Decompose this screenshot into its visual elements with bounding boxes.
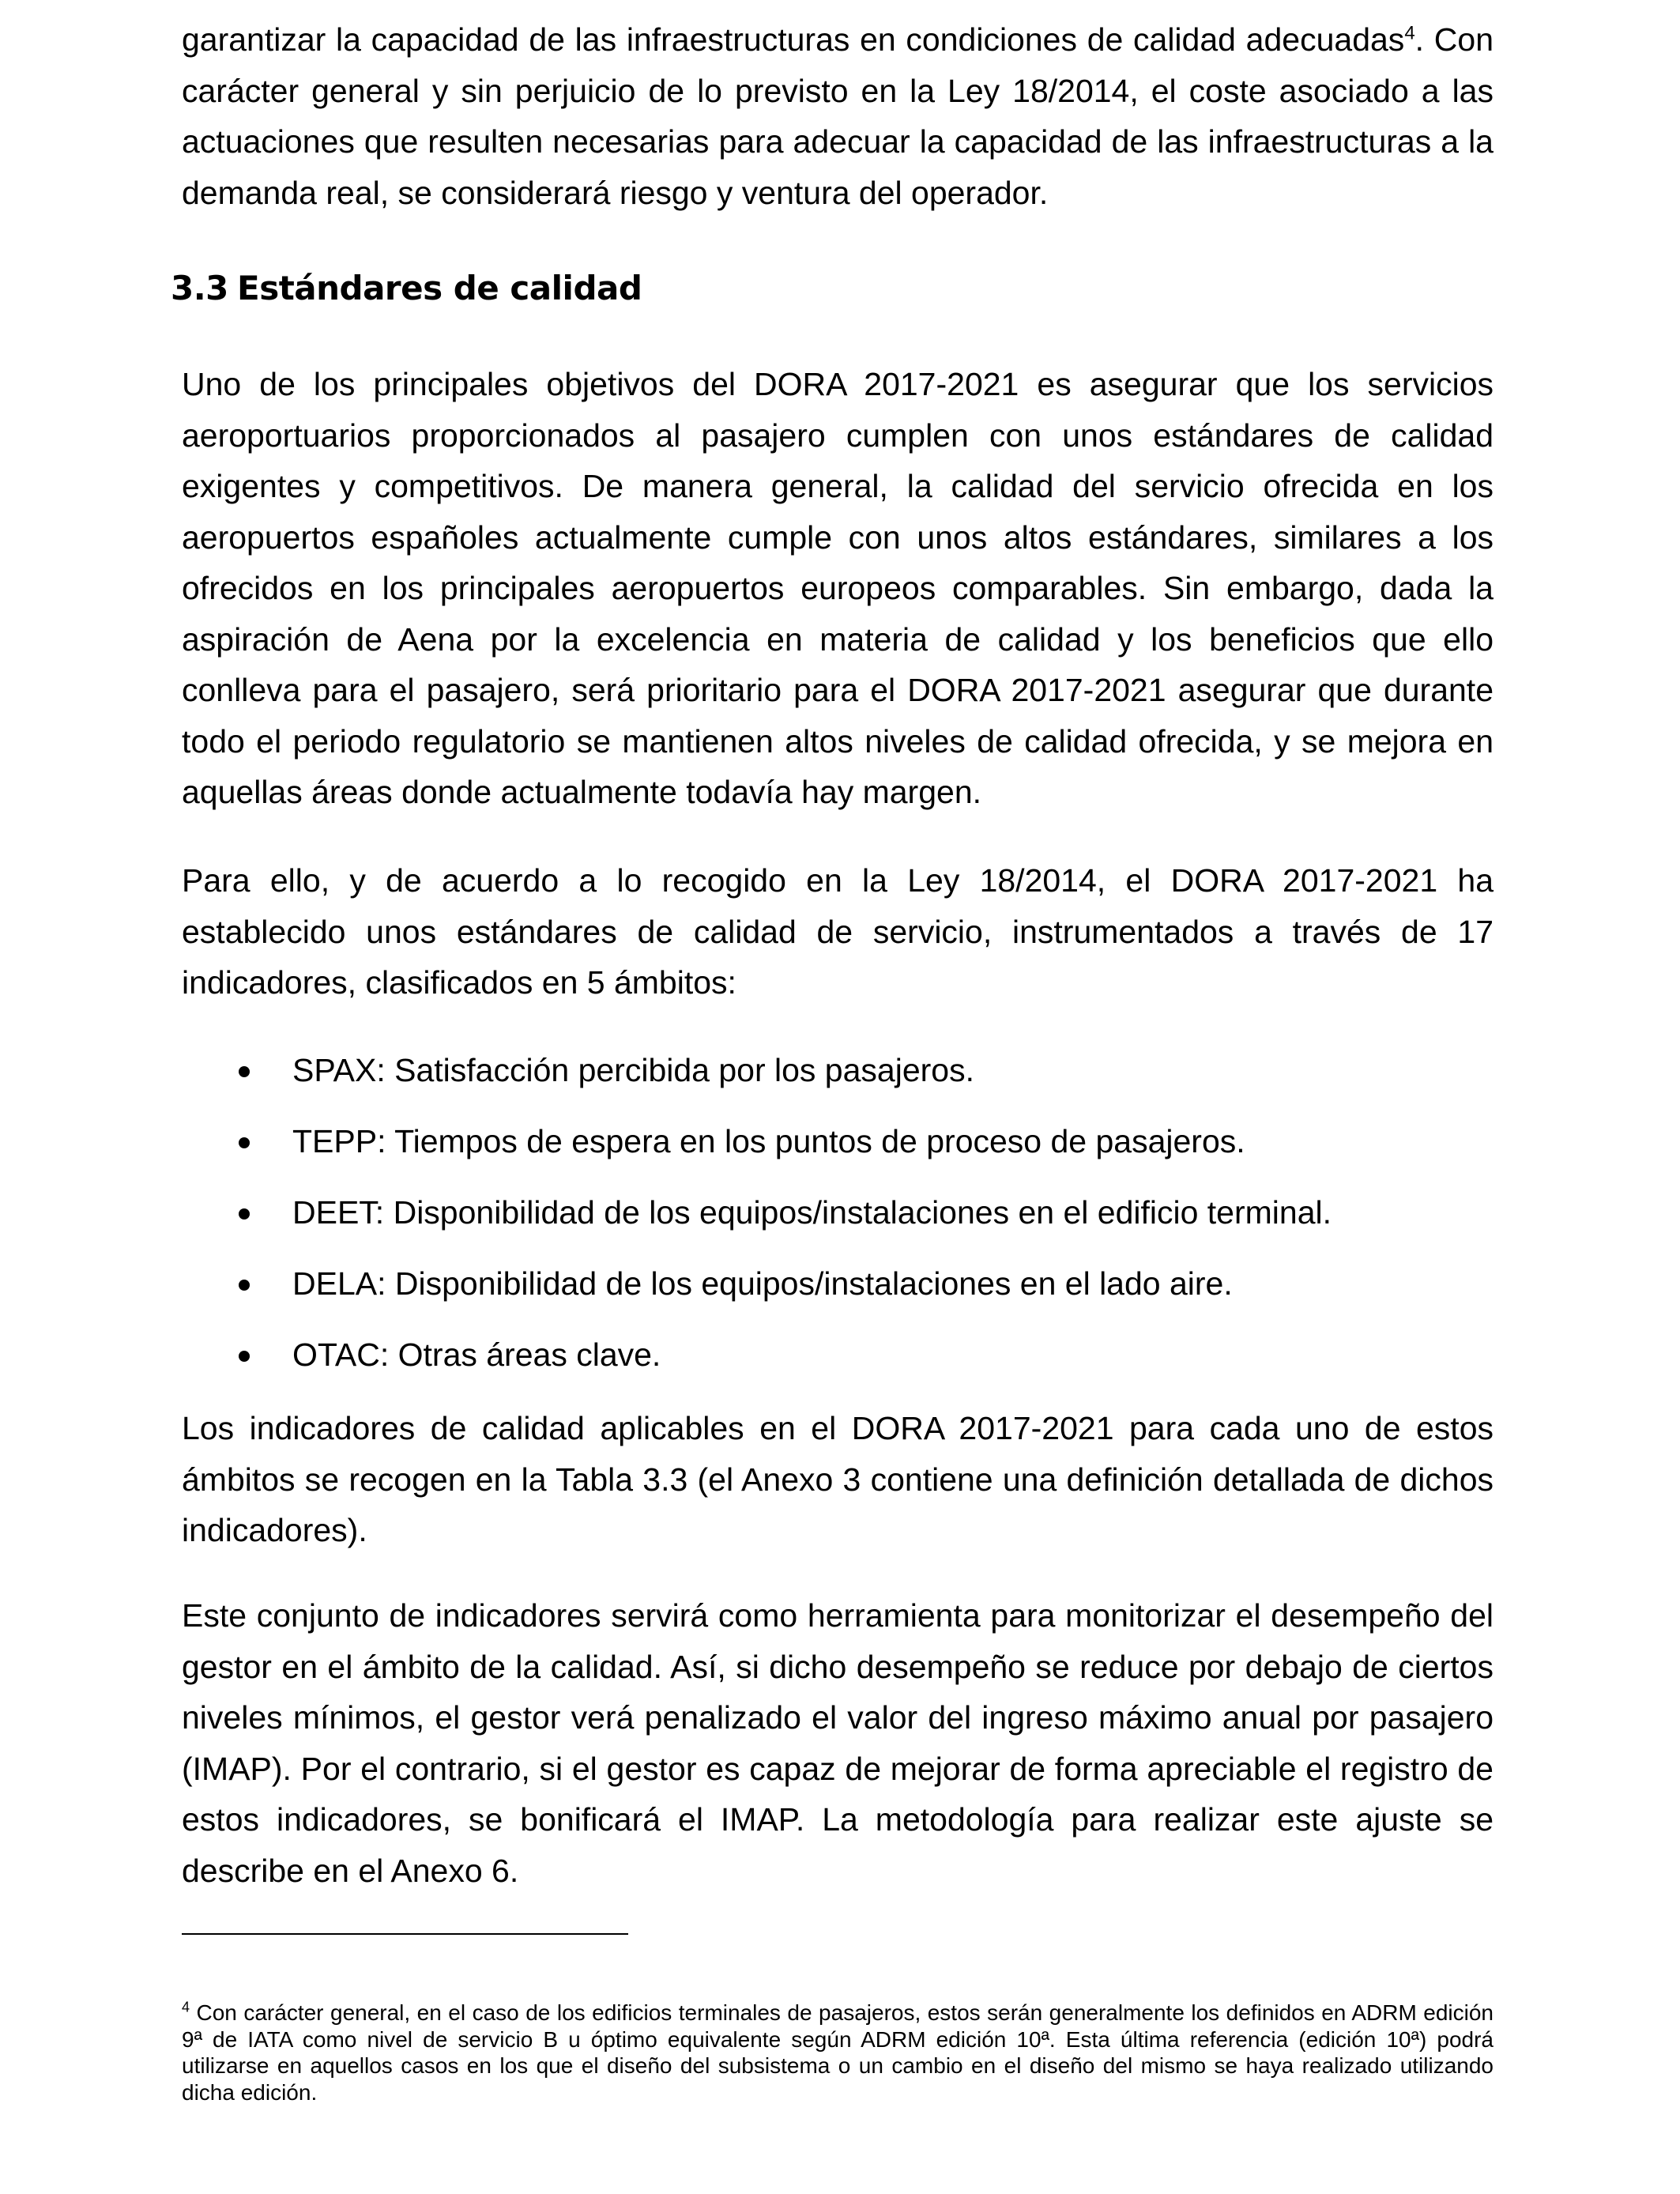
bullet-icon: [239, 1066, 250, 1077]
footnote: [182, 2000, 1494, 2105]
list-item-text: DELA: Disponibilidad de los equipos/instalaciones en el lado aire.: [292, 1265, 1233, 1302]
list-item: [182, 1187, 1494, 1258]
footnote-marker: 4: [182, 1999, 190, 2015]
section-title: Estándares de calidad: [237, 269, 642, 307]
bullet-icon: [239, 1280, 250, 1291]
intro-text-after-ref: . Con carácter general y sin perjuicio de lo previsto en la Ley 18/2014, el coste asociado a las actuaciones que resulten necesarias para adecuar la capacidad de las infraestructuras a la demanda real, se considerará riesgo y ventura del operador.: [182, 21, 1494, 211]
list-item-text: DEET: Disponibilidad de los equipos/instalaciones en el edificio terminal.: [292, 1194, 1332, 1231]
bullet-icon: [239, 1137, 250, 1148]
list-item-text: OTAC: Otras áreas clave.: [292, 1336, 661, 1373]
list-item-text: SPAX: Satisfacción percibida por los pasajeros.: [292, 1052, 974, 1088]
scope-list: [182, 1045, 1494, 1400]
paragraph-monitoring: Este conjunto de indicadores servirá como herramienta para monitorizar el desempeño del gestor en el ámbito de la calidad. Así, si dicho desempeño se reduce por debajo de ciertos niveles mínimos, el gestor verá penalizado el valor del ingreso máximo anual por pasajero (IMAP). Por el contrario, si el gestor es capaz de mejorar de forma apreciable el registro de estos indicadores, se bonificará el IMAP. La metodología para realizar este ajuste se describe en el Anexo 6.: [182, 1597, 1494, 1889]
list-item: [182, 1329, 1494, 1400]
list-item: [182, 1045, 1494, 1116]
list-item: [182, 1258, 1494, 1329]
intro-text-before-ref: garantizar la capacidad de las infraestructuras en condiciones de calidad adecuadas: [182, 21, 1405, 58]
paragraph-indicators: Los indicadores de calidad aplicables en el DORA 2017-2021 para cada uno de estos ámbitos se recogen en la Tabla 3.3 (el Anexo 3 contiene una definición detallada de dichos indicadores).: [182, 1410, 1494, 1548]
section-number: 3.3: [171, 269, 228, 307]
section-heading: [171, 265, 642, 312]
bullet-icon: [239, 1351, 250, 1362]
paragraph-standards: Para ello, y de acuerdo a lo recogido en la Ley 18/2014, el DORA 2017-2021 ha establecido unos estándares de calidad de servicio, instrumentados a través de 17 indicadores, clasificados en 5 ámbitos:: [182, 862, 1494, 1001]
footnote-reference[interactable]: 4: [1404, 22, 1415, 44]
bullet-icon: [239, 1208, 250, 1220]
paragraph-objectives: Uno de los principales objetivos del DORA 2017-2021 es asegurar que los servicios aeroportuarios proporcionados al pasajero cumplen con unos estándares de calidad exigentes y competitivos. De manera general, la calidad del servicio ofrecida en los aeropuertos españoles actualmente cumple con unos altos estándares, similares a los ofrecidos en los principales aeropuertos europeos comparables. Sin embargo, dada la aspiración de Aena por la excelencia en materia de calidad y los beneficios que ello conlleva para el pasajero, será prioritario para el DORA 2017-2021 asegurar que durante todo el periodo regulatorio se mantienen altos niveles de calidad ofrecida, y se mejora en aquellas áreas donde actualmente todavía hay margen.: [182, 366, 1494, 810]
intro-paragraph: [182, 14, 1494, 218]
footnote-separator: [182, 1933, 628, 1935]
list-item: [182, 1116, 1494, 1187]
list-item-text: TEPP: Tiempos de espera en los puntos de proceso de pasajeros.: [292, 1123, 1245, 1159]
footnote-text: Con carácter general, en el caso de los edificios terminales de pasajeros, estos serán generalmente los definidos en ADRM edición 9ª de IATA como nivel de servicio B u óptimo equivalente según ADRM edición 10ª. Esta última referencia (edición 10ª) podrá utilizarse en aquellos casos en los que el diseño del subsistema o un cambio en el diseño del mismo se haya realizado utilizando dicha edición.: [182, 2000, 1494, 2105]
